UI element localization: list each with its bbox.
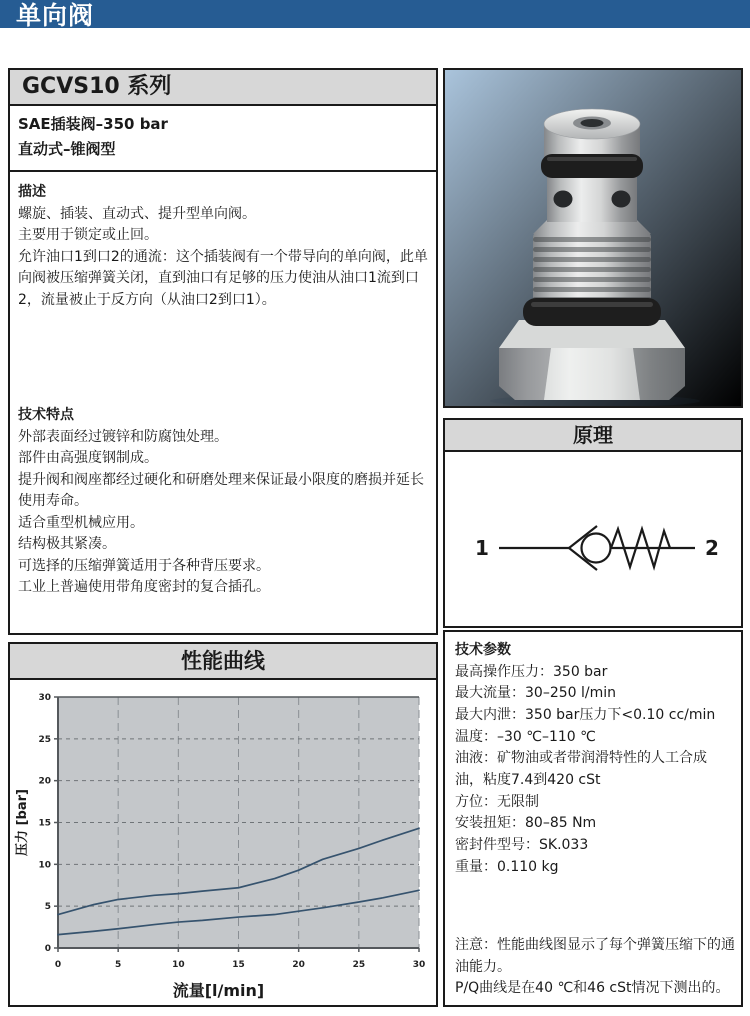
text-line: 提升阀和阀座都经过硬化和研磨处理来保证最小限度的磨损并延长使用寿命。 — [18, 471, 424, 509]
technical-parameters-box — [443, 630, 743, 1007]
x-tick-label: 30 — [412, 960, 426, 970]
series-header — [10, 70, 436, 106]
y-tick-label: 20 — [38, 776, 51, 787]
principle-header-label: 原理 — [573, 423, 613, 447]
port-2-label: 2 — [705, 536, 719, 560]
text-line: 方位：无限制 — [455, 793, 539, 810]
description-section — [10, 172, 436, 599]
notes-lines — [455, 935, 735, 1000]
y-axis-title: 压力 [bar] — [15, 789, 30, 856]
text-line: 油液：矿物油或者带润滑特性的人工合成油，粘度7.4到420 cSt — [455, 750, 707, 789]
x-tick-label: 15 — [232, 960, 245, 970]
series-title: GCVS10 系列 — [22, 74, 172, 99]
performance-header-label: 性能曲线 — [181, 649, 265, 673]
description-heading: 描述 — [18, 184, 46, 200]
text-line: 安装扭矩：80–85 Nm — [455, 815, 597, 832]
valve-neck — [547, 174, 637, 222]
text-line: 螺旋、插装、直动式、提升型单向阀。 — [18, 205, 256, 222]
text-line: 重量：0.110 kg — [455, 858, 559, 875]
subtitle-line-2: 直动式–锥阀型 — [18, 140, 116, 158]
principle-box — [443, 418, 743, 628]
text-line: 最大流量：30–250 l/min — [455, 685, 616, 702]
x-tick-label: 0 — [54, 960, 62, 970]
features-lines — [18, 427, 428, 599]
valve-threads — [533, 232, 651, 302]
text-line: 主要用于锁定或止回。 — [18, 227, 158, 243]
valve-shoulder — [533, 220, 651, 234]
cartridge-valve-photo — [445, 70, 741, 406]
performance-header — [10, 644, 436, 680]
features-heading: 技术特点 — [18, 407, 74, 423]
page-banner — [0, 0, 750, 28]
y-tick-label: 30 — [38, 693, 51, 703]
x-tick-label: 25 — [352, 960, 366, 970]
port-1-label: 1 — [475, 536, 489, 560]
oring-lower-highlight — [531, 302, 653, 307]
text-line: 适合重型机械应用。 — [18, 514, 144, 531]
valve-cap-top — [544, 109, 640, 139]
x-axis-title: 流量[l/min] — [172, 981, 265, 1000]
y-tick-label: 15 — [38, 818, 51, 829]
page-title: 单向阀 — [16, 1, 95, 28]
text-line: 最高操作压力：350 bar — [455, 663, 608, 680]
product-subtitle — [10, 106, 436, 172]
x-tick-label: 5 — [115, 960, 122, 970]
text-line: 工业上普遍使用带角度密封的复合插孔。 — [18, 579, 270, 595]
text-line: 外部表面经过镀锌和防腐蚀处理。 — [18, 428, 228, 445]
text-line: 可选择的压缩弹簧适用于各种背压要求。 — [18, 557, 270, 574]
parameters-lines — [455, 662, 733, 879]
text-line: P/Q曲线是在40 ℃和46 cSt情况下测出的。 — [455, 980, 730, 997]
x-tick-label: 10 — [172, 960, 185, 970]
principle-header — [445, 420, 741, 452]
product-photo-box — [443, 68, 743, 408]
oring-upper-highlight — [547, 157, 637, 161]
y-tick-label: 10 — [38, 860, 51, 871]
performance-chart — [10, 680, 436, 1005]
x-tick-label: 20 — [292, 960, 305, 970]
parameters-heading: 技术参数 — [455, 642, 511, 658]
text-line: 结构极其紧凑。 — [18, 536, 116, 552]
subtitle-line-1: SAE插装阀–350 bar — [18, 115, 168, 133]
valve-hex-nut — [499, 320, 685, 400]
y-tick-label: 0 — [44, 944, 51, 954]
symbol-poppet-ball — [582, 534, 611, 563]
text-line: 最大内泄：350 bar压力下<0.10 cc/min — [455, 706, 716, 723]
product-overview-box — [8, 68, 438, 635]
check-valve-symbol — [445, 452, 741, 626]
text-line: 注意：性能曲线图显示了每个弹簧压缩下的通油能力。 — [455, 936, 735, 975]
text-line: 允许油口1到口2的通流：这个插装阀有一个带导向的单向阀，此单向阀被压缩弹簧关闭，直到油口有足够的压力使油从油口1流到口2，流量被止于反方向（从油口2到口1）。 — [18, 248, 428, 308]
text-line: 温度：–30 ℃–110 ℃ — [455, 728, 596, 745]
text-line: 部件由高强度钢制成。 — [18, 450, 158, 466]
text-line: 密封件型号：SK.033 — [455, 837, 589, 854]
y-tick-label: 5 — [44, 902, 51, 913]
performance-curves-box — [8, 642, 438, 1007]
y-tick-label: 25 — [38, 734, 51, 745]
description-lines — [18, 204, 428, 312]
